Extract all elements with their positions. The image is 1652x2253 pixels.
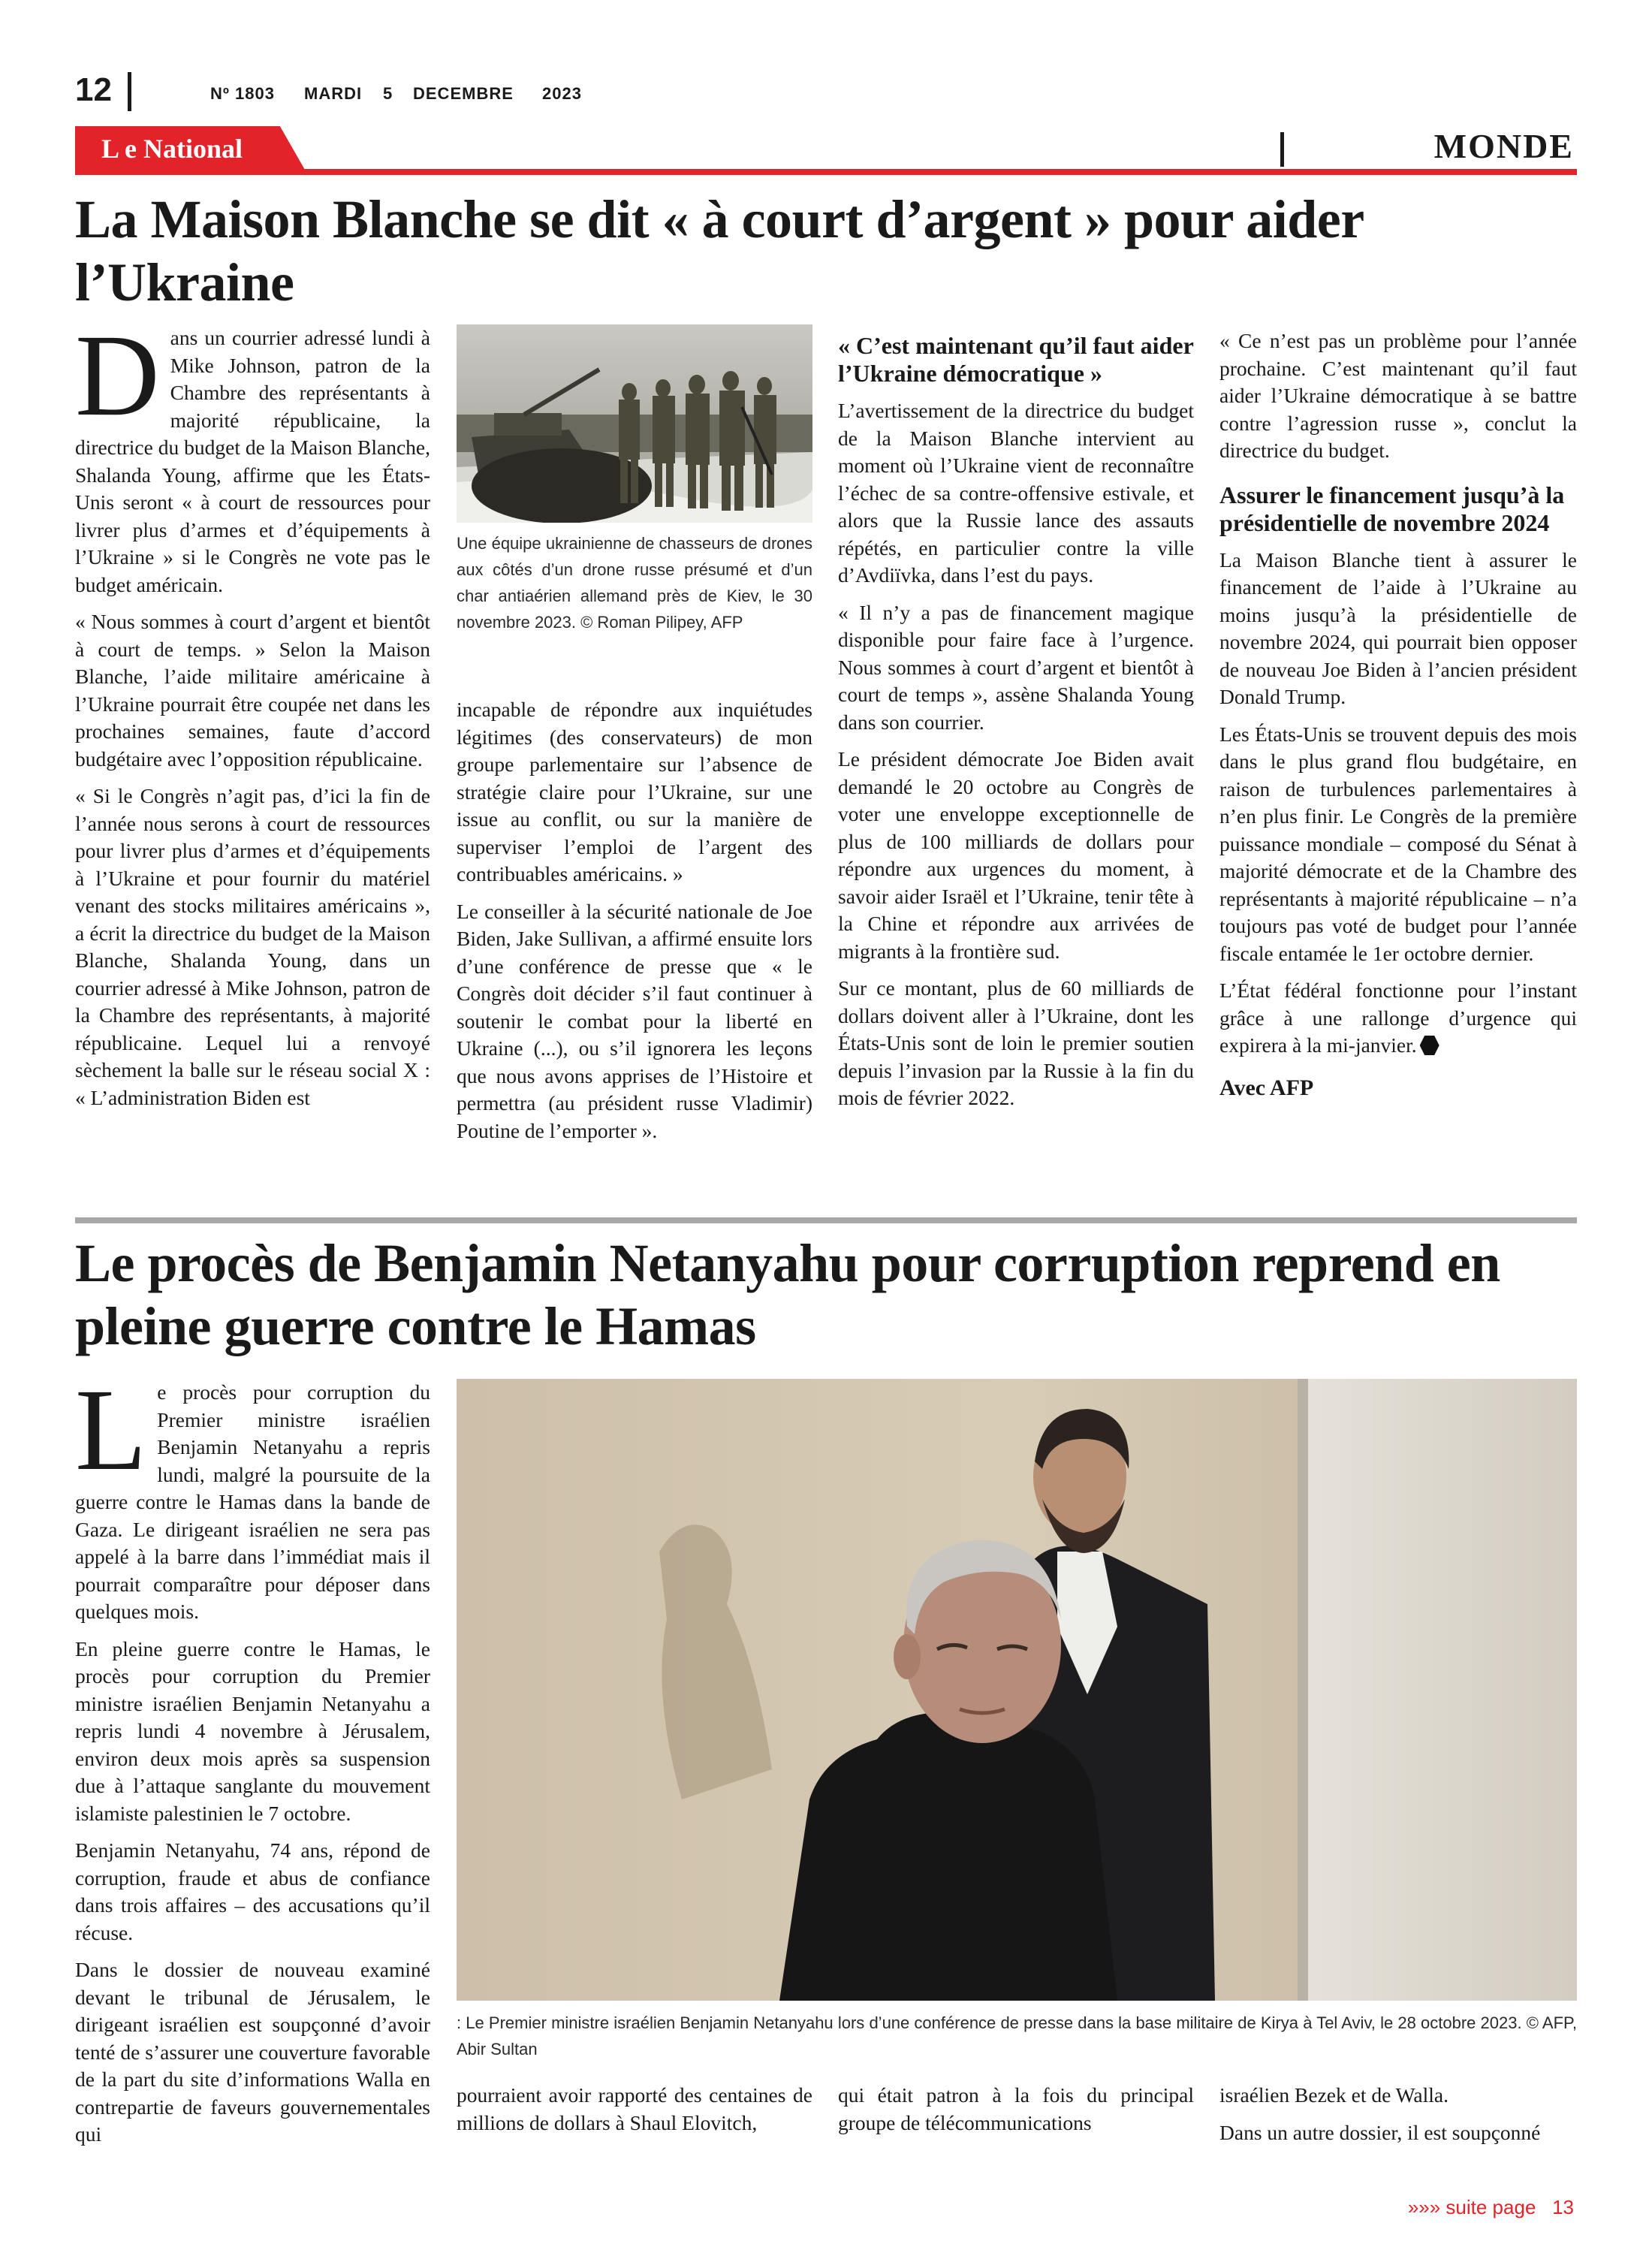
issue-month: DECEMBRE <box>413 84 514 103</box>
article1-paragraph: Le conseiller à la sécurité nationale de Joe Biden, Jake Sullivan, a affirmé ensuite lors d’une conférence de presse que « le Congrès doit décider s’il faut continuer à soutenir le combat pour la liberté en Ukraine (...), ou s’il ignorera les leçons que nous avons apprises de l’Histoire et permettra (au président russe Vladimir) Poutine de l’emporter ». <box>457 899 812 1142</box>
article2-paragraph: Benjamin Netanyahu, 74 ans, répond de corruption, fraude et abus de confiance dans trois affaires – des accusations qu’il récuse. <box>75 1838 430 1944</box>
article1-paragraph: « Il n’y a pas de financement magique disponible pour faire face à l’urgence. Nous sommes à court d’argent et bientôt à court de temps », assène Shalanda Young dans son courrier. <box>838 600 1194 734</box>
article2-paragraph: israélien Bezek et de Walla. <box>1219 2083 1449 2107</box>
article2-paragraph: En pleine guerre contre le Hamas, le procès pour corruption du Premier ministre israélien Benjamin Netanyahu a repris lundi 4 novembre à Jérusalem, environ deux mois après sa suspension due à l’attaque sanglante du mouvement islamiste palestinien le 7 octobre. <box>75 1636 430 1825</box>
article1-drop-cap: D <box>75 310 160 440</box>
article1-paragraph: « Ce n’est pas un problème pour l’année prochaine. C’est maintenant qu’il faut aider l’Ukraine démocratique à se battre contre l’agression russe », conclut la directrice du budget. <box>1219 329 1577 462</box>
article2-paragraph: qui était patron à la fois du principal groupe de télécommunications <box>838 2083 1194 2134</box>
continued-label: »»» suite page <box>1407 2196 1536 2218</box>
article1-paragraph: « Nous sommes à court d’argent et bientôt à court de temps. » Selon la Maison Blanche, l’aide militaire américaine à l’Ukraine pourrait être coupée net dans les prochaines semaines, faute d’accord budgétaire avec l’opposition républicaine. <box>75 610 430 771</box>
brand-name: L e National <box>101 134 243 164</box>
netanyahu-photo-image <box>457 1379 1577 2001</box>
netanyahu-photo <box>457 1379 1577 2001</box>
article1-paragraph: L’avertissement de la directrice du budget de la Maison Blanche intervient au moment où l’Ukraine vient de reconnaître l’échec de sa contre-offensive estivale, et alors que la Russie lance des assauts répétés, en particulier contre la ville d’Avdiïvka, dans l’est du pays. <box>838 399 1194 587</box>
article1-column-3 <box>838 332 1194 1122</box>
issue-date-number: 5 <box>383 84 393 103</box>
article2-photo-caption: : Le Premier ministre israélien Benjamin Netanyahu lors d’une conférence de presse dans la base militaire de Kirya à Tel Aviv, le 28 octobre 2023. © AFP, Abir Sultan <box>457 2013 1577 2058</box>
rubric-divider <box>1280 132 1284 167</box>
article2-column-2 <box>457 2082 812 2146</box>
article1-paragraph: « Si le Congrès n’agit pas, d’ici la fin de l’année nous serons à court de ressources pour livrer plus d’armes et d’équipements à l’Ukraine et pour fournir du matériel venant des stocks militaires américains », a écrit la directrice du budget de la Maison Blanche, Shalanda Young, dans un courrier adressé à Mike Johnson, patron de la Chambre des représentants, à majorité républicaine. Lequel lui a renvoyé sèchement la balle sur le réseau social X : « L’administration Biden est <box>75 784 430 1109</box>
article1-paragraph: Les États-Unis se trouvent depuis des mois dans le plus grand flou budgétaire, en raison de turbulences parlementaires à n’en plus finir. Le Congrès de la première puissance mondiale – composé du Sénat à majorité démocrate et de la Chambre des représentants à majorité républicaine – n’a toujours pas voté de budget pour l’année fiscale entamée le 1er octobre dernier. <box>1219 722 1577 965</box>
article2-column-3 <box>838 2082 1194 2146</box>
page-number-divider <box>128 72 131 111</box>
drone-team-photo-image <box>457 324 812 523</box>
article2-paragraph: Dans le dossier de nouveau examiné devant le tribunal de Jérusalem, le dirigeant israélien est soupçonné d’avoir tenté de s’assurer une couverture favorable de la part du site d’informations Walla en contrepartie de faveurs gouvernementales qui <box>75 1958 430 2146</box>
article2-paragraph: e procès pour corruption du Premier ministre israélien Benjamin Netanyahu a repris lundi, malgré la poursuite de la guerre contre le Hamas dans la bande de Gaza. Le dirigeant israélien ne sera pas appelé à la barre dans l’immédiat mais il pourrait comparaître pour déposer dans quelques mois. <box>75 1380 430 1623</box>
continued-page-number: 13 <box>1552 2196 1574 2218</box>
article1-headline: La Maison Blanche se dit « à court d’argent » pour aider l’Ukraine <box>75 189 1364 312</box>
header-rule <box>75 169 1577 175</box>
article1-signature: Avec AFP <box>1219 1075 1314 1100</box>
article2-drop-cap: L <box>75 1365 147 1494</box>
article1-photo-caption: Une équipe ukrainienne de chasseurs de drones aux côtés d’un drone russe présumé et d’un char antiaérien allemand près de Kiev, le 30 novembre 2023. © Roman Pilipey, AFP <box>457 534 812 632</box>
drone-team-photo <box>457 324 812 523</box>
continued-notice <box>1408 2196 1574 2219</box>
article2-headline: Le procès de Benjamin Netanyahu pour corruption reprend en pleine guerre contre le Hamas <box>75 1233 1500 1356</box>
article1-paragraph: La Maison Blanche tient à assurer le financement de l’aide à l’Ukraine au moins jusqu’à la présidentielle de novembre 2024, qui pourrait bien opposer de nouveau Joe Biden à l’ancien président Donald Trump. <box>1219 547 1577 708</box>
end-of-article-mark <box>1420 1036 1439 1055</box>
article2-column-1 <box>75 1365 430 2158</box>
article1-paragraph: ans un courrier adressé lundi à Mike Johnson, patron de la Chambre des représentants à majorité républicaine, la directrice du budget de la Maison Blanche, Shalanda Young, affirme que les États-Unis seront « à court de ressources pour livrer plus d’armes et d’équipements à l’Ukraine » si le Congrès ne vote pas le budget américain. <box>75 326 430 596</box>
article1-paragraph: Le président démocrate Joe Biden avait demandé le 20 octobre au Congrès de voter une enveloppe exceptionnelle de plus de 100 milliards de dollars pour répondre aux urgences du moment, à savoir aider Israël et l’Ukraine, tenir tête à la Chine et répondre aux arrivées de migrants à la frontière sud. <box>838 747 1194 963</box>
article1-subheading: Assurer le financement jusqu’à la présidentielle de novembre 2024 <box>1219 481 1565 536</box>
issue-number: Nº 1803 <box>210 84 275 103</box>
article1-paragraph: Sur ce montant, plus de 60 milliards de dollars doivent aller à l’Ukraine, dont les États-Unis sont de loin le premier soutien depuis l’invasion par la Russie à la fin du mois de février 2022. <box>838 976 1194 1109</box>
article2-paragraph: pourraient avoir rapporté des centaines de millions de dollars à Shaul Elovitch, <box>457 2083 812 2134</box>
page-number: 12 <box>75 71 112 108</box>
issue-year: 2023 <box>542 84 582 103</box>
article-separator <box>75 1217 1577 1223</box>
article2-column-4 <box>1219 2082 1577 2156</box>
article1-paragraph: incapable de répondre aux inquiétudes légitimes (des conservateurs) de mon groupe parlementaire sur l’absence de stratégie claire pour l’Ukraine, sur une issue au conflit, ou sur la manière de superviser l’emploi de l’argent des contribuables américains. » <box>457 698 812 885</box>
section-rubric: MONDE <box>1433 127 1574 165</box>
article1-column-1 <box>75 310 430 1121</box>
article1-column-4 <box>1219 327 1577 1111</box>
article1-subheading: « C’est maintenant qu’il faut aider l’Ukraine démocratique » <box>838 332 1194 387</box>
article1-paragraph: L’État fédéral fonctionne pour l’instant grâce à une rallonge d’urgence qui expirera à la mi-janvier. <box>1219 979 1577 1057</box>
article1-column-2 <box>457 696 812 1154</box>
article2-paragraph: Dans un autre dossier, il est soupçonné <box>1219 2120 1541 2144</box>
issue-day: MARDI <box>304 84 363 103</box>
